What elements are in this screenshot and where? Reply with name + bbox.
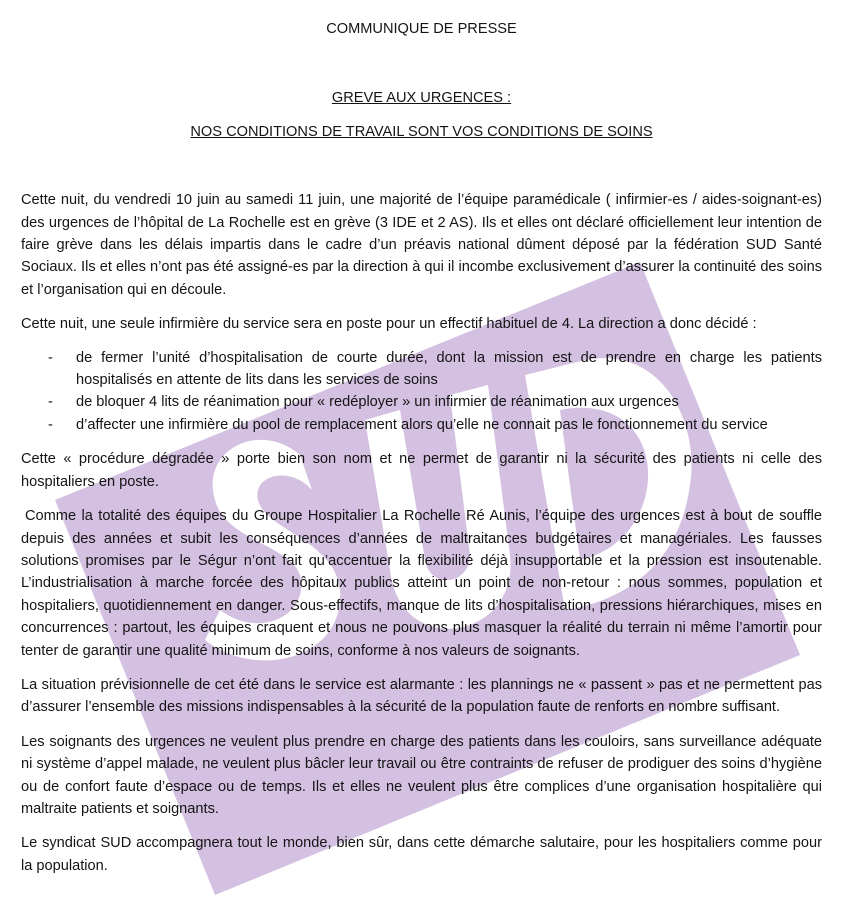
list-item	[21, 347, 822, 392]
decision-list	[21, 347, 822, 437]
list-dash: -	[48, 416, 53, 433]
title-line-1: GREVE AUX URGENCES :	[331, 90, 512, 107]
list-item-text: de bloquer 4 lits de réanimation pour « redéployer » un infirmier de réanimation aux urgences	[76, 394, 679, 411]
list-item-text: d’affecter une infirmière du pool de remplacement alors qu’elle ne connait pas le fonctionnement du service	[76, 416, 768, 433]
paragraph-7: Le syndicat SUD accompagnera tout le monde, bien sûr, dans cette démarche salutaire, pour les hospitaliers comme pour la population.	[21, 835, 822, 874]
list-dash: -	[48, 394, 53, 411]
title-line-2: NOS CONDITIONS DE TRAVAIL SONT VOS CONDITIONS DE SOINS	[190, 123, 653, 140]
paragraph-4: Comme la totalité des équipes du Groupe Hospitalier La Rochelle Ré Aunis, l’équipe des urgences est à bout de souffle depuis des années et subit les conséquences d’années de maltraitances budgétaires et managériales. Les fausses solutions promises par le Ségur n’ont fait qu’accentuer la flexibilité déjà insupportable et la pression est insoutenable. L’industrialisation à marche forcée des hôpitaux publics atteint un point de non-retour : nous sommes, population et hospitaliers, quotidiennement en danger. Sous-effectifs, manque de lits d’hospitalisation, pressions hiérarchiques, mises en concurrences : partout, les équipes craquent et nous ne pouvons plus masquer la réalité du terrain ni même l’amortir pour tenter de garantir une qualité minimum de soins, conforme à nos valeurs de soignants.	[21, 508, 822, 659]
press-label: COMMUNIQUE DE PRESSE	[326, 21, 517, 37]
list-dash: -	[48, 349, 53, 366]
list-item	[21, 414, 822, 436]
list-item-text: de fermer l’unité d’hospitalisation de courte durée, dont la mission est de prendre en charge les patients hospitalisés en attente de lits dans les services de soins	[76, 349, 822, 389]
paragraph-1: Cette nuit, du vendredi 10 juin au samedi 11 juin, une majorité de l’équipe paramédicale ( infirmier-es / aides-soignant-es) des urgences de l’hôpital de La Rochelle est en grève (3 IDE et 2 AS). Ils et elles ont déclaré officiellement leur intention de faire grève dans les délais impartis dans le cadre d’un préavis national dûment déposé par la fédération SUD Santé Sociaux. Ils et elles n’ont pas été assigné-es par la direction à qui il incombe exclusivement d’assurer la continuité des soins et l’organisation qui en découle.	[21, 192, 822, 298]
paragraph-6: Les soignants des urgences ne veulent plus prendre en charge des patients dans les couloirs, sans surveillance adéquate ni système d’appel malade, ne veulent plus bâcler leur travail ou être contraints de refuser de prodiguer des soins d’hygiène ou de confort faute d’espace ou de temps. Ils et elles ne veulent plus être complices d’une organisation hospitalière qui maltraite patients et soignants.	[21, 733, 822, 817]
list-item	[21, 391, 822, 413]
paragraph-5: La situation prévisionnelle de cet été dans le service est alarmante : les plannings ne « passent » pas et ne permettent pas d’assurer l’ensemble des missions indispensables à la sécurité de la population faute de renforts en nombre suffisant.	[21, 676, 822, 716]
paragraph-2: Cette nuit, une seule infirmière du service sera en poste pour un effectif habituel de 4. La direction a donc décidé :	[21, 316, 757, 333]
paragraph-3: Cette « procédure dégradée » porte bien son nom et ne permet de garantir ni la sécurité des patients ni celle des hospitaliers en poste.	[21, 451, 822, 490]
